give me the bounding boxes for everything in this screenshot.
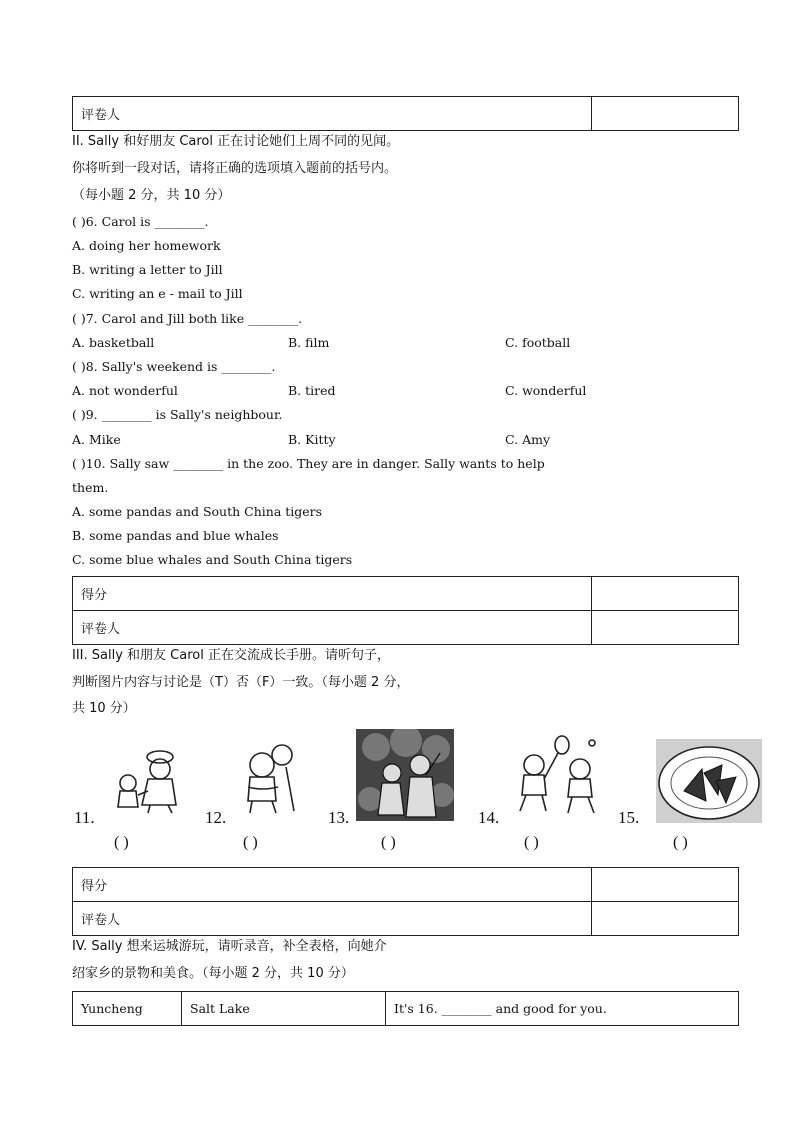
section2-title: II. Sally 和好朋友 Carol 正在讨论她们上周不同的见闻。	[72, 134, 400, 149]
grader-blank[interactable]	[592, 902, 739, 936]
hometown-table	[72, 991, 739, 1026]
section3-points: 共 10 分）	[72, 701, 136, 716]
grader-table-2	[72, 96, 739, 131]
section2-instruction: 你将听到一段对话，请将正确的选项填入题前的括号内。	[72, 161, 398, 176]
option: C. writing an e - mail to Jill	[72, 286, 243, 301]
picture-number: 13.	[328, 808, 350, 827]
question-stem: ( )7. Carol and Jill both like ________.	[72, 311, 303, 326]
option: A. basketball	[72, 335, 155, 350]
picture-number: 12.	[205, 808, 227, 827]
option: B. some pandas and blue whales	[72, 528, 279, 543]
option: A. not wonderful	[72, 383, 178, 398]
answer-blank[interactable]: ( )	[114, 834, 129, 851]
question-stem: ( )6. Carol is ________.	[72, 214, 209, 229]
option: C. some blue whales and South China tigers	[72, 552, 353, 567]
section4-title: IV. Sally 想来运城游玩，请听录音，补全表格，向她介	[72, 939, 387, 954]
section2-points: （每小题 2 分，共 10 分）	[72, 188, 231, 203]
table-cell: Salt Lake	[182, 992, 386, 1026]
grader-label: 评卷人	[73, 611, 592, 645]
section4-instruction: 绍家乡的景物和美食。（每小题 2 分，共 10 分）	[72, 966, 354, 981]
grader-blank[interactable]	[592, 611, 739, 645]
answer-blank[interactable]: ( )	[524, 834, 539, 851]
grader-blank[interactable]	[592, 97, 739, 131]
table-cell: Yuncheng	[73, 992, 182, 1026]
table-row	[73, 992, 739, 1026]
option: C. Amy	[505, 432, 551, 447]
score-blank[interactable]	[592, 577, 739, 611]
picking-fruit-icon	[356, 729, 454, 821]
answer-blank[interactable]: ( )	[243, 834, 258, 851]
picture-number: 11.	[74, 808, 95, 827]
question-stem: ( )10. Sally saw ________ in the zoo. They are in danger. Sally wants to help	[72, 456, 545, 471]
answer-blank[interactable]: ( )	[673, 834, 688, 851]
section3-instruction: 判断图片内容与讨论是（T）否（F）一致。（每小题 2 分，	[72, 675, 410, 690]
policeman-and-child-icon	[110, 735, 190, 815]
table-cell-answer[interactable]: It's 16. ________ and good for you.	[386, 992, 739, 1026]
score-table-3	[72, 576, 739, 645]
picture-number: 14.	[478, 808, 500, 827]
option: A. doing her homework	[72, 238, 221, 253]
sandwich-plate-icon	[656, 739, 762, 823]
section3-title: III. Sally 和朋友 Carol 正在交流成长手册。请听句子，	[72, 648, 390, 663]
option: B. film	[288, 335, 330, 350]
score-label: 得分	[73, 577, 592, 611]
picture-number: 15.	[618, 808, 640, 827]
option: B. tired	[288, 383, 336, 398]
option: A. Mike	[72, 432, 121, 447]
question-stem: ( )9. ________ is Sally's neighbour.	[72, 407, 283, 422]
option: B. writing a letter to Jill	[72, 262, 223, 277]
option: C. wonderful	[505, 383, 587, 398]
grader-label: 评卷人	[73, 902, 592, 936]
badminton-icon	[512, 735, 604, 817]
score-table-4	[72, 867, 739, 936]
picture-strip	[72, 725, 739, 857]
option: A. some pandas and South China tigers	[72, 504, 323, 519]
grader-label: 评卷人	[73, 97, 592, 131]
question-stem: ( )8. Sally's weekend is ________.	[72, 359, 276, 374]
answer-blank[interactable]: ( )	[381, 834, 396, 851]
score-label: 得分	[73, 868, 592, 902]
option: C. football	[505, 335, 571, 350]
option: B. Kitty	[288, 432, 336, 447]
score-blank[interactable]	[592, 868, 739, 902]
question-stem-continued: them.	[72, 480, 109, 495]
children-playing-icon	[238, 737, 302, 815]
